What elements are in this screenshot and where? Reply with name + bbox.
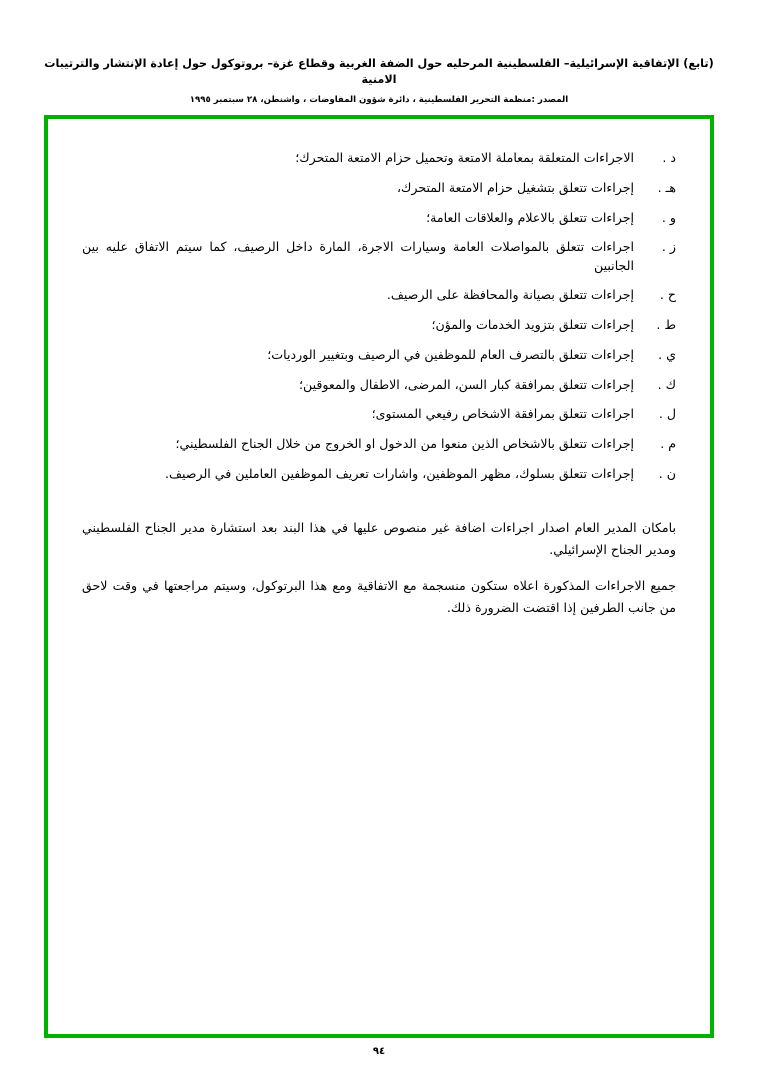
list-item bbox=[82, 286, 676, 304]
list-item bbox=[82, 149, 676, 167]
list-item bbox=[82, 405, 676, 423]
clause-marker: ز . bbox=[661, 239, 676, 255]
clause-list bbox=[82, 149, 676, 483]
clause-text: إجراءات تتعلق بمرافقة كبار السن، المرضى، الاطفال والمعوقين؛ bbox=[299, 376, 634, 392]
source-line: المصدر :منظمة التحرير الفلسطينية ، دائرة شؤون المفاوضات ، واشنطن، ٢٨ سبتمبر ١٩٩٥ bbox=[189, 95, 569, 106]
clause-text: اجراءات تتعلق بالمواصلات العامة وسيارات الاجرة، المارة داخل الرصيف، كما سيتم الاتفاق عليه بين الجانبين bbox=[82, 239, 634, 273]
clause-marker: ن . bbox=[658, 465, 676, 481]
list-item bbox=[82, 238, 676, 275]
clause-text: إجراءات تتعلق بسلوك، مظهر الموظفين، واشارات تعريف الموظفين العاملين في الرصيف. bbox=[164, 465, 634, 481]
clause-marker: ك . bbox=[657, 376, 676, 392]
list-item bbox=[82, 346, 676, 364]
clause-text: إجراءات تتعلق بتزويد الخدمات والمؤن؛ bbox=[431, 317, 634, 332]
paragraph: بامكان المدير العام اصدار اجراءات اضافة غير منصوص عليها في هذا البند بعد استشارة مدير الجناح الفلسطيني ومدير الجناح الإسرائيلي. bbox=[82, 520, 676, 558]
list-item bbox=[82, 179, 676, 197]
list-item bbox=[82, 376, 676, 394]
clause-text: إجراءات تتعلق بالاعلام والعلاقات العامة؛ bbox=[426, 209, 634, 225]
clause-marker: م . bbox=[660, 436, 676, 451]
content-frame bbox=[44, 115, 714, 1038]
clause-marker: هـ . bbox=[657, 179, 676, 195]
paragraph: جميع الاجراءات المذكورة اعلاه ستكون منسجمة مع الاتفاقية ومع هذا البرتوكول، وسيتم مراجعتها في وقت لاحق من جانب الطرفين إذا اقتضت الضرورة ذلك. bbox=[82, 578, 676, 616]
clause-marker: ط . bbox=[656, 317, 676, 332]
clause-text: إجراءات تتعلق بالتصرف العام للموظفين في الرصيف وبتغيير الورديات؛ bbox=[267, 346, 634, 362]
list-item bbox=[82, 316, 676, 334]
clause-marker: ل . bbox=[658, 406, 676, 422]
clause-text: اجراءات تتعلق بمرافقة الاشخاص رفيعي المستوى؛ bbox=[371, 406, 634, 422]
document-header bbox=[0, 56, 758, 105]
page-title: (تابع) الإتفاقية الإسرائيلية– الفلسطينية المرحليه حول الضفة الغربية وقطاع غزة– بروتوكول حول إعادة الإنتشار والترتيبات الامنية bbox=[44, 57, 714, 86]
clause-marker: د . bbox=[662, 150, 676, 165]
clause-marker: و . bbox=[661, 209, 676, 225]
list-item bbox=[82, 465, 676, 483]
page-number: ٩٤ bbox=[372, 1046, 386, 1057]
content-body bbox=[82, 149, 676, 625]
clause-text: إجراءات تتعلق بتشغيل حزام الامتعة المتحرك، bbox=[396, 179, 634, 195]
clause-text: الاجراءات المتعلقة بمعاملة الامتعة وتحميل حزام الامتعة المتحرك؛ bbox=[295, 150, 634, 165]
clause-text: إجراءات تتعلق بالاشخاص الذين منعوا من الدخول او الخروج من خلال الجناح الفلسطيني؛ bbox=[175, 436, 634, 451]
clause-marker: ح . bbox=[659, 287, 676, 303]
clause-marker: ي . bbox=[658, 346, 676, 362]
list-item bbox=[82, 209, 676, 227]
list-item bbox=[82, 435, 676, 453]
closing-paragraphs bbox=[82, 517, 676, 619]
clause-text: إجراءات تتعلق بصيانة والمحافظة على الرصيف. bbox=[386, 287, 634, 303]
